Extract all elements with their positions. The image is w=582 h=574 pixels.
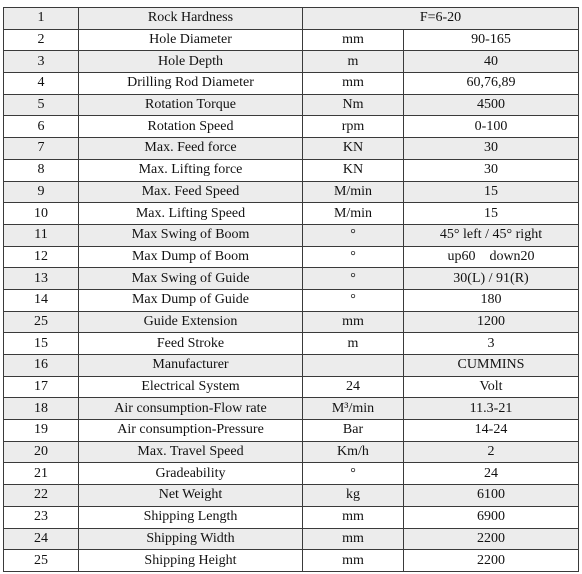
unit-cell: m — [303, 51, 404, 73]
table-row — [4, 73, 579, 95]
unit-cell: mm — [303, 528, 404, 550]
parameter-name-cell: Max. Lifting Speed — [79, 203, 303, 225]
row-number-cell: 13 — [4, 268, 79, 290]
row-number-cell: 23 — [4, 506, 79, 528]
row-number-cell: 25 — [4, 550, 79, 572]
parameter-value-cell: 4500 — [404, 94, 579, 116]
row-number-cell: 1 — [4, 8, 79, 30]
table-row — [4, 355, 579, 377]
parameter-value-cell: 24 — [404, 463, 579, 485]
parameter-name-cell: Max Swing of Boom — [79, 224, 303, 246]
parameter-name-cell: Rotation Torque — [79, 94, 303, 116]
unit-cell: rpm — [303, 116, 404, 138]
table-row — [4, 506, 579, 528]
parameter-value-cell: 60,76,89 — [404, 73, 579, 95]
parameter-name-cell: Shipping Height — [79, 550, 303, 572]
unit-cell: M³/min — [303, 398, 404, 420]
parameter-value-cell: 30 — [404, 159, 579, 181]
unit-cell: mm — [303, 311, 404, 333]
parameter-name-cell: Rotation Speed — [79, 116, 303, 138]
parameter-value-cell: 40 — [404, 51, 579, 73]
parameter-name-cell: Max. Travel Speed — [79, 441, 303, 463]
parameter-name-cell: Electrical System — [79, 376, 303, 398]
table-row — [4, 51, 579, 73]
table-row — [4, 289, 579, 311]
parameter-value-cell: 0-100 — [404, 116, 579, 138]
parameter-value-cell: 180 — [404, 289, 579, 311]
parameter-name-cell: Hole Diameter — [79, 29, 303, 51]
unit-cell: ° — [303, 463, 404, 485]
row-number-cell: 11 — [4, 224, 79, 246]
table-row — [4, 311, 579, 333]
spec-table — [3, 7, 579, 572]
table-row — [4, 463, 579, 485]
unit-cell: ° — [303, 289, 404, 311]
parameter-name-cell: Shipping Length — [79, 506, 303, 528]
parameter-value-cell: 6100 — [404, 485, 579, 507]
row-number-cell: 2 — [4, 29, 79, 51]
table-row — [4, 485, 579, 507]
row-number-cell: 9 — [4, 181, 79, 203]
spec-table-body — [4, 8, 579, 572]
unit-cell: mm — [303, 506, 404, 528]
unit-cell: kg — [303, 485, 404, 507]
unit-cell: Nm — [303, 94, 404, 116]
parameter-name-cell: Max Dump of Boom — [79, 246, 303, 268]
unit-cell: mm — [303, 550, 404, 572]
row-number-cell: 10 — [4, 203, 79, 225]
parameter-name-cell: Net Weight — [79, 485, 303, 507]
row-number-cell: 25 — [4, 311, 79, 333]
row-number-cell: 24 — [4, 528, 79, 550]
row-number-cell: 22 — [4, 485, 79, 507]
parameter-name-cell: Max Dump of Guide — [79, 289, 303, 311]
unit-cell: Bar — [303, 420, 404, 442]
row-number-cell: 14 — [4, 289, 79, 311]
parameter-value-cell: 2200 — [404, 528, 579, 550]
row-number-cell: 19 — [4, 420, 79, 442]
table-row — [4, 333, 579, 355]
table-row — [4, 550, 579, 572]
parameter-name-cell: Drilling Rod Diameter — [79, 73, 303, 95]
row-number-cell: 17 — [4, 376, 79, 398]
table-row — [4, 420, 579, 442]
row-number-cell: 8 — [4, 159, 79, 181]
unit-cell: M/min — [303, 203, 404, 225]
parameter-value-cell: 6900 — [404, 506, 579, 528]
table-row — [4, 203, 579, 225]
parameter-value-cell: 15 — [404, 203, 579, 225]
unit-cell: m — [303, 333, 404, 355]
unit-cell: ° — [303, 224, 404, 246]
parameter-value-cell: 2200 — [404, 550, 579, 572]
table-row — [4, 94, 579, 116]
table-row — [4, 29, 579, 51]
row-number-cell: 15 — [4, 333, 79, 355]
unit-cell: Km/h — [303, 441, 404, 463]
parameter-name-cell: Max. Feed force — [79, 138, 303, 160]
parameter-name-cell: Gradeability — [79, 463, 303, 485]
parameter-name-cell: Air consumption-Pressure — [79, 420, 303, 442]
row-number-cell: 21 — [4, 463, 79, 485]
parameter-value-cell: 45° left / 45° right — [404, 224, 579, 246]
parameter-value-cell: Volt — [404, 376, 579, 398]
parameter-name-cell: Rock Hardness — [79, 8, 303, 30]
table-row — [4, 268, 579, 290]
row-number-cell: 7 — [4, 138, 79, 160]
table-row — [4, 116, 579, 138]
parameter-value-cell: up60 down20 — [404, 246, 579, 268]
unit-cell: ° — [303, 246, 404, 268]
row-number-cell: 12 — [4, 246, 79, 268]
table-row — [4, 441, 579, 463]
unit-cell: 24 — [303, 376, 404, 398]
row-number-cell: 4 — [4, 73, 79, 95]
parameter-name-cell: Shipping Width — [79, 528, 303, 550]
parameter-value-cell: 90-165 — [404, 29, 579, 51]
row-number-cell: 6 — [4, 116, 79, 138]
unit-cell: mm — [303, 73, 404, 95]
spec-sheet — [3, 7, 579, 572]
table-row — [4, 376, 579, 398]
row-number-cell: 16 — [4, 355, 79, 377]
table-row — [4, 159, 579, 181]
parameter-name-cell: Feed Stroke — [79, 333, 303, 355]
parameter-name-cell: Hole Depth — [79, 51, 303, 73]
row-number-cell: 18 — [4, 398, 79, 420]
parameter-value-cell: 14-24 — [404, 420, 579, 442]
unit-cell: M/min — [303, 181, 404, 203]
parameter-value-cell: 3 — [404, 333, 579, 355]
table-row — [4, 398, 579, 420]
unit-cell: mm — [303, 29, 404, 51]
table-row — [4, 246, 579, 268]
parameter-value-cell: 30(L) / 91(R) — [404, 268, 579, 290]
parameter-name-cell: Max. Feed Speed — [79, 181, 303, 203]
parameter-name-cell: Guide Extension — [79, 311, 303, 333]
table-row — [4, 138, 579, 160]
parameter-value-cell: 2 — [404, 441, 579, 463]
unit-cell: KN — [303, 159, 404, 181]
parameter-name-cell: Air consumption-Flow rate — [79, 398, 303, 420]
parameter-name-cell: Manufacturer — [79, 355, 303, 377]
parameter-value-cell: 15 — [404, 181, 579, 203]
parameter-name-cell: Max Swing of Guide — [79, 268, 303, 290]
row-number-cell: 3 — [4, 51, 79, 73]
unit-cell — [303, 355, 404, 377]
table-row — [4, 8, 579, 30]
parameter-value-cell: 11.3-21 — [404, 398, 579, 420]
table-row — [4, 181, 579, 203]
parameter-value-cell: 1200 — [404, 311, 579, 333]
parameter-value-cell: 30 — [404, 138, 579, 160]
table-row — [4, 528, 579, 550]
table-row — [4, 224, 579, 246]
parameter-value-cell: CUMMINS — [404, 355, 579, 377]
parameter-value-cell: F=6-20 — [303, 8, 579, 30]
row-number-cell: 5 — [4, 94, 79, 116]
unit-cell: KN — [303, 138, 404, 160]
unit-cell: ° — [303, 268, 404, 290]
row-number-cell: 20 — [4, 441, 79, 463]
parameter-name-cell: Max. Lifting force — [79, 159, 303, 181]
